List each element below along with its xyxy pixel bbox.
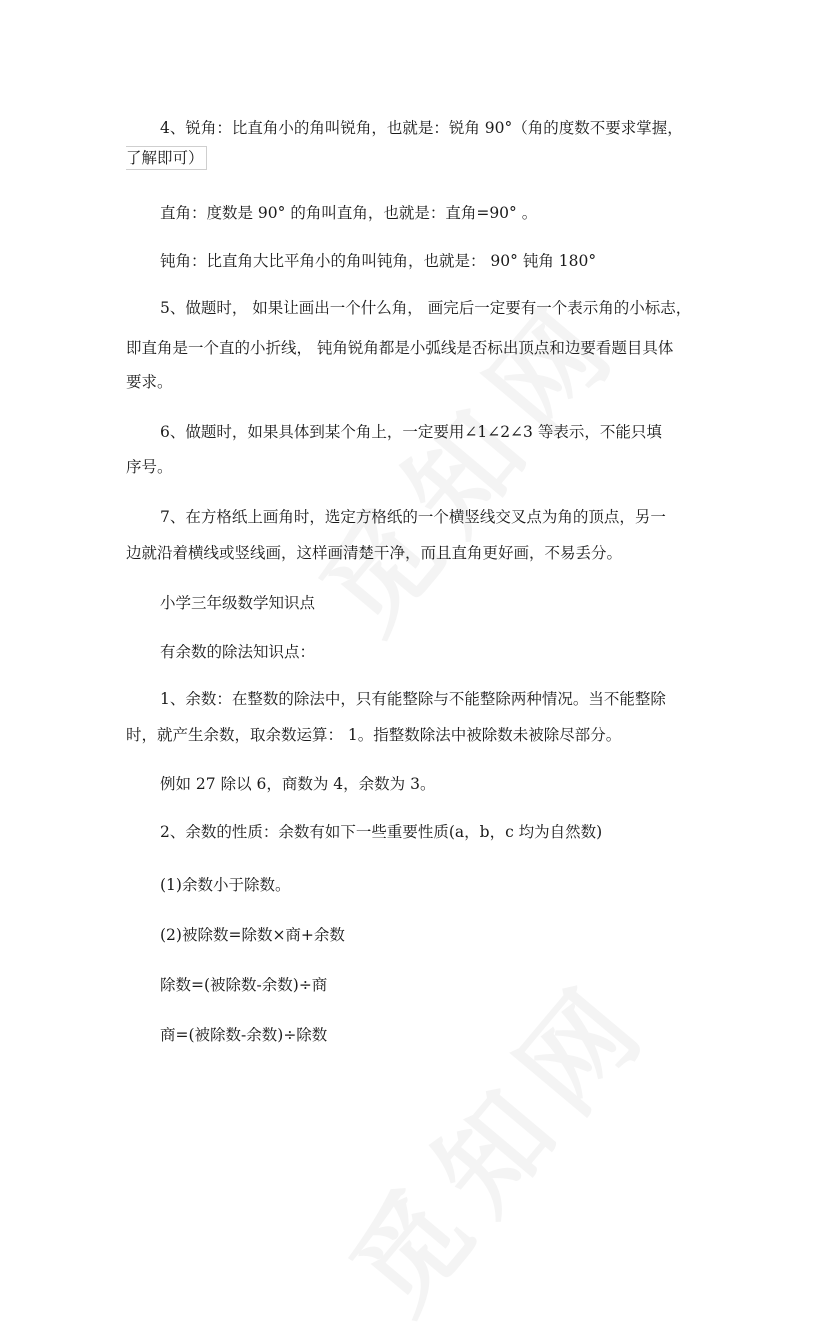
paragraph-obtuse-angle: 钝角：比直角大比平角小的角叫钝角，也就是： 90° 钝角 180° — [160, 252, 597, 270]
paragraph-example: 例如 27 除以 6，商数为 4，余数为 3。 — [160, 775, 436, 793]
property-2: (2)被除数=除数×商+余数 — [160, 926, 345, 944]
property-1: (1)余数小于除数。 — [160, 876, 291, 894]
subsection-heading: 有余数的除法知识点： — [160, 643, 316, 661]
paragraph-remainder-properties: 2、余数的性质：余数有如下一些重要性质(a，b，c 均为自然数) — [160, 823, 603, 841]
paragraph-remainder: 1、余数：在整数的除法中，只有能整除与不能整除两种情况。当不能整除 — [160, 690, 666, 708]
paragraph-acute-angle: 4、锐角：比直角小的角叫锐角，也就是：锐角 90°（角的度数不要求掌握， — [160, 119, 683, 137]
paragraph-item-7-cont: 边就沿着横线或竖线画，这样画清楚干净，而且直角更好画，不易丢分。 — [126, 544, 623, 562]
paragraph-item-5-cont: 即直角是一个直的小折线， 钝角锐角都是小弧线是否标出顶点和边要看题目具体 — [126, 339, 674, 357]
formula-quotient: 商=(被除数-余数)÷除数 — [160, 1026, 328, 1044]
formula-divisor: 除数=(被除数-余数)÷商 — [160, 976, 328, 994]
paragraph-item-5: 5、做题时， 如果让画出一个什么角， 画完后一定要有一个表示角的小标志， — [160, 299, 692, 317]
paragraph-item-7: 7、在方格纸上画角时，选定方格纸的一个横竖线交叉点为角的顶点，另一 — [160, 508, 666, 526]
paragraph-item-6-cont: 序号。 — [126, 458, 173, 476]
paragraph-acute-angle-cont: 了解即可） — [126, 146, 207, 170]
paragraph-item-6: 6、做题时，如果具体到某个角上，一定要用∠1∠2∠3 等表示，不能只填 — [160, 423, 662, 441]
paragraph-right-angle: 直角：度数是 90° 的角叫直角，也就是：直角=90° 。 — [160, 204, 538, 222]
paragraph-remainder-cont: 时，就产生余数，取余数运算： 1。指整数除法中被除数未被除尽部分。 — [126, 726, 622, 744]
watermark — [279, 259, 651, 659]
section-heading: 小学三年级数学知识点 — [160, 594, 316, 612]
paragraph-item-5-cont: 要求。 — [126, 373, 173, 391]
watermark — [309, 939, 681, 1339]
